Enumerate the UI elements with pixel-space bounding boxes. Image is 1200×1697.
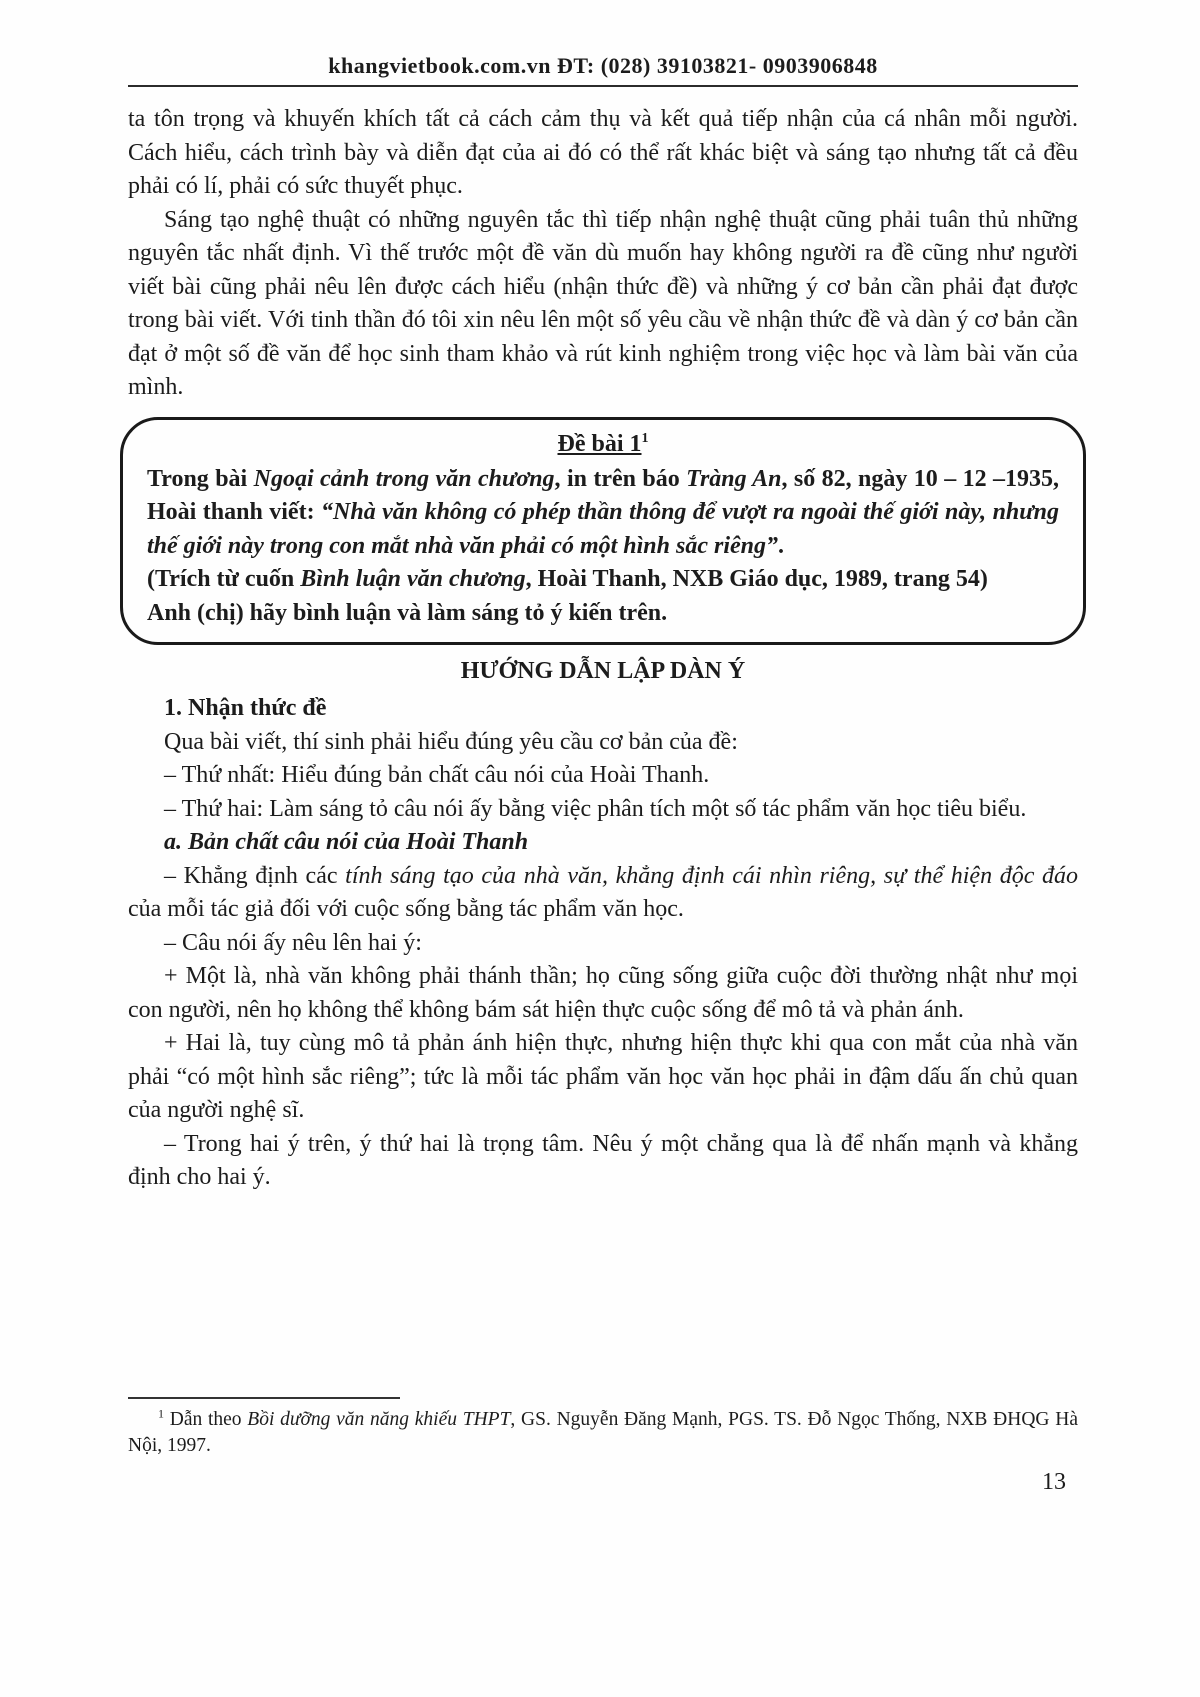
footnote-marker: 1 <box>158 1406 164 1421</box>
text-segment-italic: Bình luận văn chương <box>300 566 526 592</box>
guide-paragraph-6: + Một là, nhà văn không phải thánh thần; họ cũng sống giữa cuộc đời thường nhật như mọi con người, nên họ không thể không bám sát hiện thực cuộc sống để mô tả và phản ánh. <box>128 963 1078 1023</box>
page-content <box>128 103 1078 1195</box>
text-segment: – Khẳng định các <box>164 862 346 889</box>
header-site-info: khangvietbook.com.vn ĐT: (028) 39103821- 0903906848 <box>328 53 878 78</box>
exercise-box-title <box>147 428 1059 461</box>
guide-paragraph-5: – Câu nói ấy nêu lên hai ý: <box>164 929 422 956</box>
exercise-box <box>120 417 1086 646</box>
text-segment: (Trích từ cuốn <box>147 566 301 592</box>
footnote-text <box>128 1407 1078 1459</box>
guide-paragraph-3: – Thứ hai: Làm sáng tỏ câu nói ấy bằng việc phân tích một số tác phẩm văn học tiêu biểu. <box>164 795 1027 822</box>
text-segment-italic: Bồi dưỡng văn năng khiếu THPT <box>247 1409 511 1430</box>
subsection-a-title: a. Bản chất câu nói của Hoài Thanh <box>164 829 529 855</box>
exercise-source <box>147 563 1059 597</box>
text-segment-italic: Tràng An <box>686 465 782 492</box>
text-segment: Dẫn theo <box>164 1409 248 1430</box>
quote-text: “Nhà văn không có phép thần thông để vượt ra ngoài thế giới này, nhưng thế giới này trong con mắt nhà văn phải có một hình sắc riêng” <box>147 499 1059 559</box>
guide-heading: HƯỚNG DẪN LẬP DÀN Ý <box>460 658 746 684</box>
text-segment: , GS. Nguyễn Đăng Mạnh, PGS. TS. Đỗ Ngọc Thống, NXB ĐHQG Hà Nội, 1997. <box>128 1409 1078 1456</box>
text-segment: , Hoài Thanh, NXB Giáo dục, 1989, trang 54) <box>525 566 988 592</box>
guide-paragraph-1: Qua bài viết, thí sinh phải hiểu đúng yêu cầu cơ bản của đề: <box>164 728 738 755</box>
footnote-divider <box>128 1397 400 1399</box>
guide-paragraph-2: – Thứ nhất: Hiểu đúng bản chất câu nói của Hoài Thanh. <box>164 762 710 788</box>
exercise-title-text: Đề bài 1 <box>557 430 642 457</box>
guide-paragraph-8: – Trong hai ý trên, ý thứ hai là trọng tâm. Nêu ý một chẳng qua là để nhấn mạnh và khẳng định cho hai ý. <box>128 1130 1078 1190</box>
text-segment-italic: tính sáng tạo của nhà văn, khẳng định cái nhìn riêng, sự thể hiện độc đáo <box>345 862 1079 889</box>
guide-paragraph-4 <box>128 860 1078 927</box>
page-header <box>128 52 1078 103</box>
text-segment-italic: Ngoại cảnh trong văn chương <box>253 465 555 492</box>
exercise-task: Anh (chị) hãy bình luận và làm sáng tỏ ý kiến trên. <box>147 599 668 626</box>
text-segment: của mỗi tác giả đối với cuộc sống bằng tác phẩm văn học. <box>128 896 684 922</box>
footnote <box>128 1397 1078 1459</box>
guide-paragraph-7: + Hai là, tuy cùng mô tả phản ánh hiện thực, nhưng hiện thực khi qua con mắt của nhà văn phải “có một hình sắc riêng”; tức là mỗi tác phẩm văn học văn học phải in đậm dấu ấn chủ quan của người nghệ sĩ. <box>128 1030 1078 1123</box>
footnote-marker: 1 <box>641 430 649 446</box>
exercise-statement <box>147 463 1059 564</box>
page-number: 13 <box>1042 1469 1066 1495</box>
text-segment: , in trên báo <box>554 465 687 492</box>
text-segment: Trong bài <box>147 465 254 492</box>
text-segment: . <box>777 532 784 559</box>
section-1-title: 1. Nhận thức đề <box>164 695 327 721</box>
intro-paragraph-1: ta tôn trọng và khuyến khích tất cả cách cảm thụ và kết quả tiếp nhận của cá nhân mỗi người. Cách hiểu, cách trình bày và diễn đạt của ai đó có thể rất khác biệt và sáng tạo nhưng tất cả đều phải có lí, phải có sức thuyết phục. <box>128 106 1078 199</box>
text-segment: , số 82, ngày 10 – 12 –1935, Hoài thanh viết: <box>147 465 1060 525</box>
header-divider <box>128 85 1078 87</box>
intro-paragraph-2: Sáng tạo nghệ thuật có những nguyên tắc thì tiếp nhận nghệ thuật cũng phải tuân thủ những nguyên tắc nhất định. Vì thế trước một đề văn dù muốn hay không người ra đề cũng như người viết bài cũng phải nêu lên được cách hiểu (nhận thức đề) và những ý cơ bản cần phải đạt được trong bài viết. Với tinh thần đó tôi xin nêu lên một số yêu cầu về nhận thức đề và dàn ý cơ bản cần đạt ở một số đề văn để học sinh tham khảo và rút kinh nghiệm trong việc học và làm bài văn của mình. <box>128 206 1078 400</box>
